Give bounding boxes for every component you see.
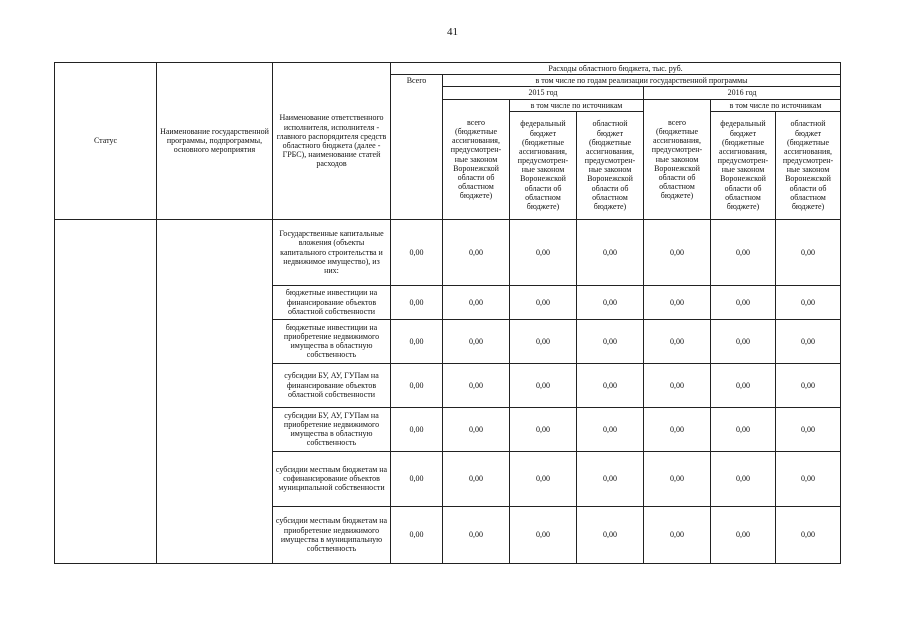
row-2015-federal: 0,00	[510, 506, 577, 563]
row-2015-total: 0,00	[443, 506, 510, 563]
row-2016-total: 0,00	[644, 407, 711, 451]
header-year-2016: 2016 год	[644, 87, 841, 99]
row-2015-total: 0,00	[443, 285, 510, 319]
row-2016-total: 0,00	[644, 506, 711, 563]
header-2015-federal: федеральный бюджет (бюджетные ассигнования, предусмотрен-ные законом Воронежской области об областном бюджете)	[510, 111, 577, 219]
header-total: Всего	[391, 75, 443, 220]
row-2016-total: 0,00	[644, 451, 711, 506]
header-program-name: Наименование государственной программы, подпрограммы, основного мероприятия	[157, 63, 273, 220]
row-total: 0,00	[391, 407, 443, 451]
row-2016-regional: 0,00	[776, 506, 841, 563]
row-2016-total: 0,00	[644, 285, 711, 319]
header-by-years: в том числе по годам реализации государственной программы	[443, 75, 841, 87]
header-status: Статус	[55, 63, 157, 220]
header-expenses: Расходы областного бюджета, тыс. руб.	[391, 63, 841, 75]
row-2015-regional: 0,00	[577, 506, 644, 563]
page-number: 41	[447, 26, 458, 38]
row-total: 0,00	[391, 219, 443, 285]
header-2015-by-sources: в том числе по источникам	[510, 99, 644, 111]
row-2015-total: 0,00	[443, 319, 510, 363]
row-2015-regional: 0,00	[577, 285, 644, 319]
row-2015-regional: 0,00	[577, 319, 644, 363]
header-2016-by-sources: в том числе по источникам	[711, 99, 841, 111]
row-total: 0,00	[391, 319, 443, 363]
row-2016-regional: 0,00	[776, 363, 841, 407]
row-2016-total: 0,00	[644, 319, 711, 363]
header-2016-regional: областной бюджет (бюджетные ассигнования, предусмотрен-ные законом Воронежской области об областном бюджете)	[776, 111, 841, 219]
row-2016-federal: 0,00	[711, 407, 776, 451]
row-2016-federal: 0,00	[711, 451, 776, 506]
header-year-2015: 2015 год	[443, 87, 644, 99]
row-2015-total: 0,00	[443, 363, 510, 407]
row-2016-regional: 0,00	[776, 219, 841, 285]
row-2015-federal: 0,00	[510, 363, 577, 407]
row-name: бюджетные инвестиции на финансирование объектов областной собственности	[273, 285, 391, 319]
row-2016-total: 0,00	[644, 363, 711, 407]
header-executor: Наименование ответственного исполнителя, исполнителя - главного распорядителя средств областного бюджета (далее - ГРБС), наименование статей расходов	[273, 63, 391, 220]
row-2015-regional: 0,00	[577, 407, 644, 451]
row-name: субсидии местным бюджетам на приобретение недвижимого имущества в муниципальную собственность	[273, 506, 391, 563]
row-2015-regional: 0,00	[577, 363, 644, 407]
row-2015-total: 0,00	[443, 219, 510, 285]
header-2016-total: всего (бюджетные ассигнования, предусмотрен-ные законом Воронежской области об областном бюджете)	[644, 99, 711, 219]
row-name: Государственные капитальные вложения (объекты капитального строительства и недвижимое имущество), из них:	[273, 219, 391, 285]
row-2016-regional: 0,00	[776, 285, 841, 319]
row-2015-total: 0,00	[443, 451, 510, 506]
row-2015-federal: 0,00	[510, 407, 577, 451]
row-2016-total: 0,00	[644, 219, 711, 285]
row-2016-regional: 0,00	[776, 451, 841, 506]
row-2015-regional: 0,00	[577, 451, 644, 506]
row-name: субсидии БУ, АУ, ГУПам на приобретение недвижимого имущества в областную собственность	[273, 407, 391, 451]
row-name: субсидии местным бюджетам на софинансирование объектов муниципальной собственности	[273, 451, 391, 506]
row-name: бюджетные инвестиции на приобретение недвижимого имущества в областную собственность	[273, 319, 391, 363]
budget-table	[54, 62, 841, 564]
row-total: 0,00	[391, 451, 443, 506]
row-total: 0,00	[391, 285, 443, 319]
row-2015-total: 0,00	[443, 407, 510, 451]
row-2015-federal: 0,00	[510, 451, 577, 506]
row-2016-regional: 0,00	[776, 319, 841, 363]
row-2016-federal: 0,00	[711, 219, 776, 285]
row-name: субсидии БУ, АУ, ГУПам на финансирование объектов областной собственности	[273, 363, 391, 407]
program-name-cell	[157, 219, 273, 563]
row-2015-federal: 0,00	[510, 219, 577, 285]
row-2015-federal: 0,00	[510, 319, 577, 363]
row-2016-federal: 0,00	[711, 285, 776, 319]
header-2016-federal: федеральный бюджет (бюджетные ассигнования, предусмотрен-ные законом Воронежской области об областном бюджете)	[711, 111, 776, 219]
status-cell	[55, 219, 157, 563]
table-header	[55, 63, 841, 220]
row-2016-federal: 0,00	[711, 319, 776, 363]
row-2015-federal: 0,00	[510, 285, 577, 319]
row-2016-federal: 0,00	[711, 506, 776, 563]
table-body	[55, 219, 841, 563]
table-row	[55, 219, 841, 285]
row-total: 0,00	[391, 363, 443, 407]
row-2016-regional: 0,00	[776, 407, 841, 451]
row-total: 0,00	[391, 506, 443, 563]
row-2015-regional: 0,00	[577, 219, 644, 285]
header-2015-total: всего (бюджетные ассигнования, предусмотрен-ные законом Воронежской области об областном бюджете)	[443, 99, 510, 219]
row-2016-federal: 0,00	[711, 363, 776, 407]
header-2015-regional: областной бюджет (бюджетные ассигнования, предусмотрен-ные законом Воронежской области об областном бюджете)	[577, 111, 644, 219]
